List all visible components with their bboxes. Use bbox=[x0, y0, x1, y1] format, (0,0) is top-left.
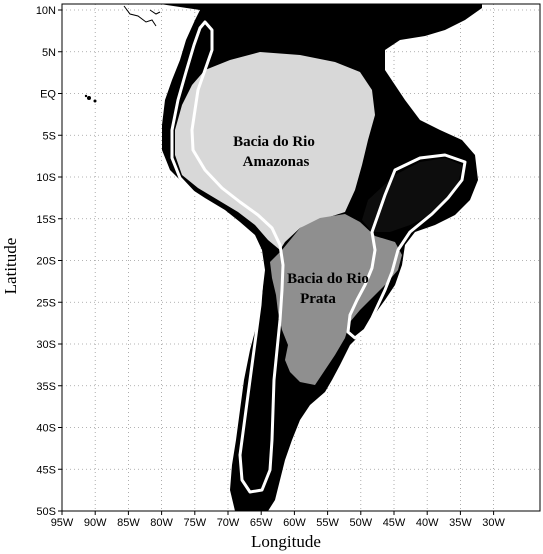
galapagos-island-2 bbox=[94, 100, 97, 103]
lat-tick-label: 10N bbox=[35, 5, 56, 17]
lat-tick-label: 20S bbox=[36, 255, 56, 268]
lon-tick-label: 75W bbox=[183, 517, 207, 529]
x-axis-title: Longitude bbox=[251, 532, 321, 551]
lon-tick-label: 95W bbox=[50, 517, 74, 529]
lon-tick-label: 35W bbox=[449, 517, 472, 529]
amazonas-label-line1: Bacia do Rio bbox=[233, 134, 315, 150]
lat-tick-label: 30S bbox=[36, 339, 56, 351]
lon-tick-label: 30W bbox=[482, 517, 505, 529]
galapagos-island-3 bbox=[85, 95, 87, 97]
lon-tick-label: 55W bbox=[316, 517, 339, 529]
lon-tick-label: 60W bbox=[283, 517, 306, 529]
lat-tick-label: EQ bbox=[40, 88, 56, 101]
lon-tick-label: 85W bbox=[117, 517, 140, 529]
lat-tick-label: 50S bbox=[36, 506, 56, 518]
lat-tick-label: 40S bbox=[36, 422, 56, 435]
lon-tick-label: 45W bbox=[382, 517, 406, 529]
y-axis-title: Latitude bbox=[1, 237, 20, 295]
lon-tick-label: 40W bbox=[415, 517, 439, 529]
lat-tick-label: 10S bbox=[36, 172, 56, 184]
lat-tick-label: 15S bbox=[36, 213, 56, 226]
galapagos-island bbox=[87, 96, 91, 100]
lon-tick-label: 50W bbox=[349, 517, 373, 529]
prata-label-line1: Bacia do Rio bbox=[287, 271, 369, 287]
lon-tick-label: 70W bbox=[216, 517, 240, 529]
lon-tick-label: 65W bbox=[249, 517, 273, 529]
lat-tick-label: 25S bbox=[36, 297, 56, 310]
lat-tick-label: 5N bbox=[41, 46, 56, 59]
lon-tick-label: 90W bbox=[83, 517, 107, 529]
amazonas-label-line2: Amazonas bbox=[242, 154, 310, 170]
lon-tick-label: 80W bbox=[150, 517, 173, 529]
prata-label-line2: Prata bbox=[300, 291, 336, 307]
lat-tick-label: 5S bbox=[42, 130, 56, 143]
lat-tick-label: 35S bbox=[36, 380, 56, 393]
lat-tick-label: 45S bbox=[36, 464, 56, 477]
